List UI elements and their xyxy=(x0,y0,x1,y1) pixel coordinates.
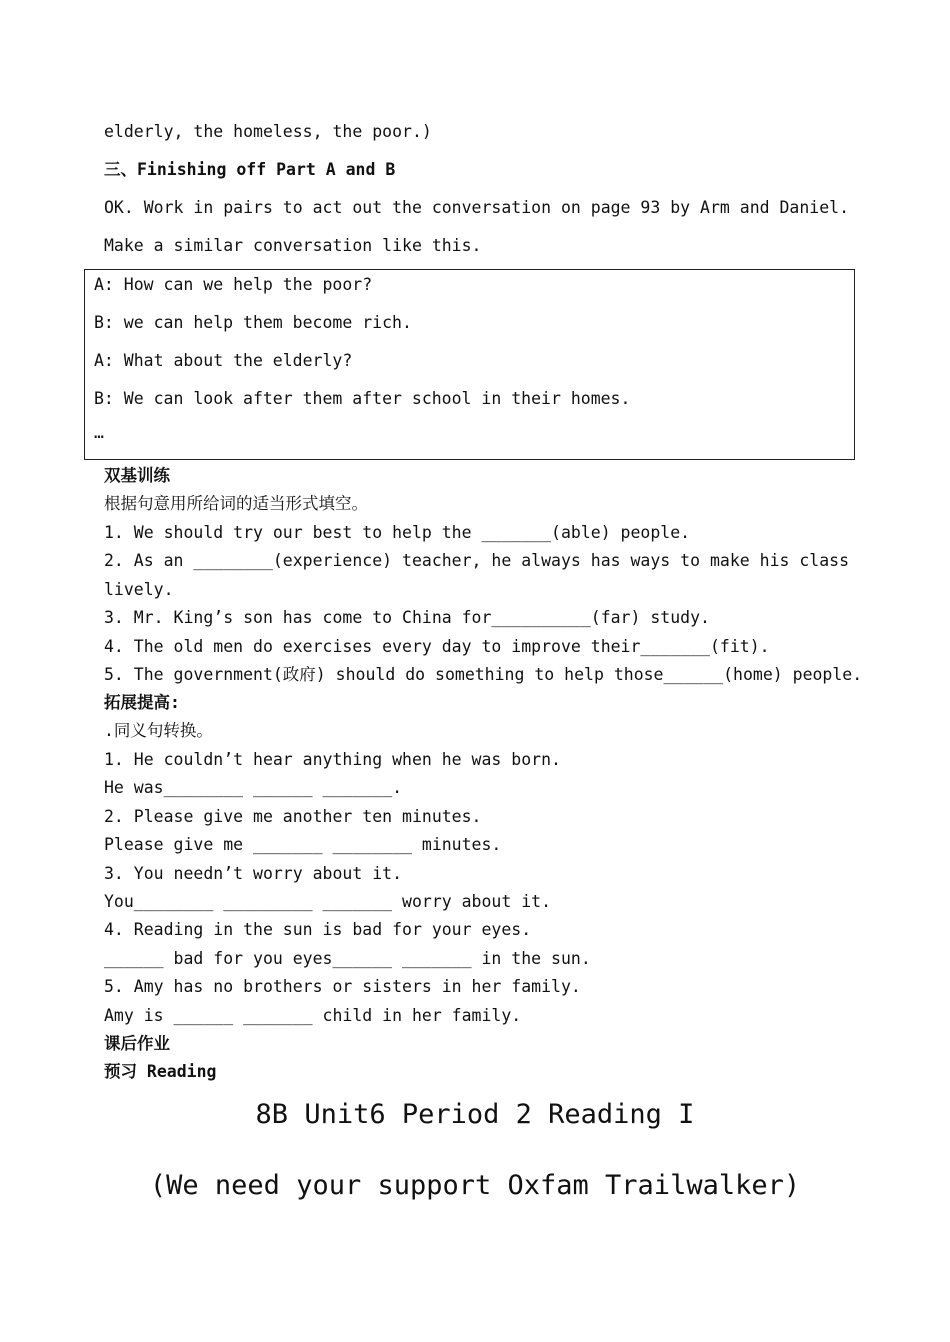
dialogue-line: B: We can look after them after school in their homes. xyxy=(94,389,631,408)
instruction-similar-conversation: Make a similar conversation like this. xyxy=(104,236,482,255)
rewrite-answer: Please give me _______ ________ minutes. xyxy=(104,835,502,854)
dialogue-box xyxy=(84,269,855,460)
rewrite-item: 1. He couldn’t hear anything when he was born. xyxy=(104,750,561,769)
dialogue-line: A: What about the elderly? xyxy=(94,351,353,370)
rewrite-answer: You________ _________ _______ worry about it. xyxy=(104,892,552,911)
rewrite-item: 4. Reading in the sun is bad for your eyes. xyxy=(104,920,532,939)
period-title: 8B Unit6 Period 2 Reading I xyxy=(255,1099,695,1130)
extension-instruction: .同义句转换。 xyxy=(104,721,213,740)
instruction-pair-work: OK. Work in pairs to act out the conversation on page 93 by Arm and Daniel. xyxy=(104,198,850,217)
rewrite-answer: Amy is ______ _______ child in her family. xyxy=(104,1006,522,1025)
exercise-item: 3. Mr. King’s son has come to China for__________(far) study. xyxy=(104,608,710,627)
dialogue-line: A: How can we help the poor? xyxy=(94,275,373,294)
exercise-item: 2. As an ________(experience) teacher, he always has ways to make his class xyxy=(104,551,850,570)
rewrite-answer: He was________ ______ _______. xyxy=(104,778,403,797)
section-heading-finishing-off: 三、Finishing off Part A and B xyxy=(104,160,396,179)
dialogue-ellipsis: … xyxy=(94,423,104,442)
exercise-item: 1. We should try our best to help the _______(able) people. xyxy=(104,523,691,542)
dialogue-line: B: we can help them become rich. xyxy=(94,313,412,332)
rewrite-item: 5. Amy has no brothers or sisters in her family. xyxy=(104,977,581,996)
period-subtitle: (We need your support Oxfam Trailwalker) xyxy=(149,1170,801,1201)
extension-heading: 拓展提高: xyxy=(104,693,180,712)
continued-text: elderly, the homeless, the poor.) xyxy=(104,122,432,141)
rewrite-answer: ______ bad for you eyes______ _______ in the sun. xyxy=(104,949,591,968)
basic-training-instruction: 根据句意用所给词的适当形式填空。 xyxy=(104,494,368,513)
basic-training-heading: 双基训练 xyxy=(104,466,170,485)
exercise-item: 5. The government(政府) should do something to help those______(home) people. xyxy=(104,665,863,684)
exercise-item-continuation: lively. xyxy=(104,580,174,599)
exercise-item: 4. The old men do exercises every day to improve their_______(fit). xyxy=(104,637,770,656)
rewrite-item: 2. Please give me another ten minutes. xyxy=(104,807,482,826)
homework-preview: 预习 Reading xyxy=(104,1062,217,1081)
homework-heading: 课后作业 xyxy=(104,1034,170,1053)
rewrite-item: 3. You needn’t worry about it. xyxy=(104,864,403,883)
